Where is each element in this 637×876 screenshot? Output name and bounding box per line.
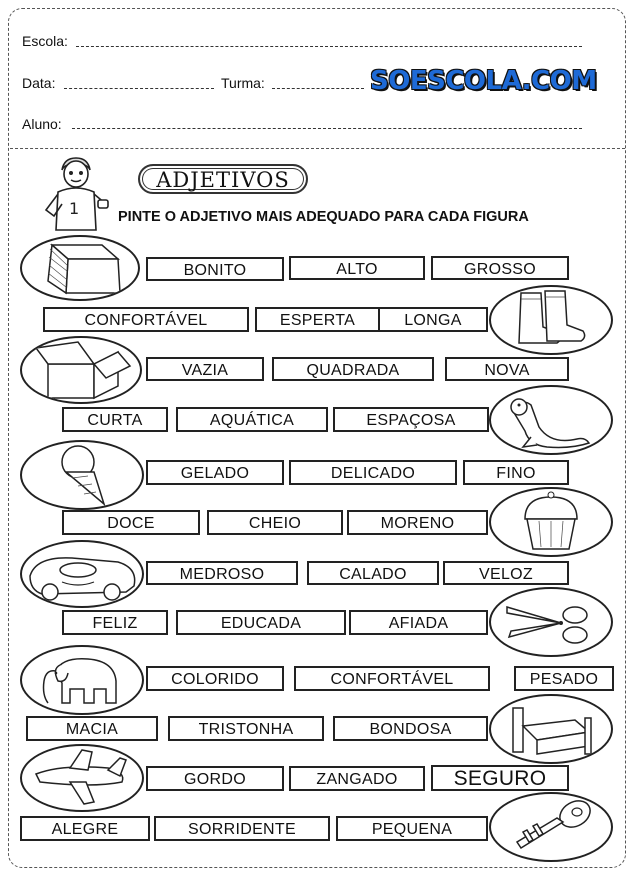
word-quadrada[interactable]: QUADRADA [272, 357, 434, 381]
word-bonito[interactable]: BONITO [146, 257, 284, 281]
word-doce[interactable]: DOCE [62, 510, 200, 535]
word-espacosa[interactable]: ESPAÇOSA [333, 407, 489, 432]
cupcake-icon [491, 489, 611, 555]
airplane-icon [22, 746, 142, 810]
boots-icon [491, 287, 611, 353]
aluno-field[interactable] [72, 128, 582, 129]
title-badge [138, 164, 308, 194]
race-car-icon [22, 542, 142, 606]
word-tristonha[interactable]: TRISTONHA [168, 716, 324, 741]
word-longa[interactable]: LONGA [378, 307, 488, 332]
word-bondosa[interactable]: BONDOSA [333, 716, 488, 741]
word-zangado[interactable]: ZANGADO [289, 766, 425, 791]
figure-race-car [20, 540, 144, 608]
data-label: Data: [22, 75, 56, 91]
bed-icon [491, 696, 611, 762]
figure-scissors [489, 587, 613, 657]
word-gordo[interactable]: GORDO [146, 766, 284, 791]
word-medroso[interactable]: MEDROSO [146, 561, 298, 585]
word-fino[interactable]: FINO [463, 460, 569, 485]
word-aquatica[interactable]: AQUÁTICA [176, 407, 328, 432]
cube-icon [22, 237, 138, 299]
word-macia[interactable]: MACIA [26, 716, 158, 741]
ice-cream-icon [22, 442, 142, 508]
word-nova[interactable]: NOVA [445, 357, 569, 381]
word-esperta[interactable]: ESPERTA [255, 307, 380, 332]
figure-cube [20, 235, 140, 301]
word-feliz[interactable]: FELIZ [62, 610, 168, 635]
figure-seal [489, 385, 613, 455]
data-field[interactable] [64, 88, 214, 89]
figure-elephant [20, 645, 144, 715]
page-title: ADJETIVOS [156, 168, 290, 192]
scissors-icon [491, 589, 611, 655]
word-pequena[interactable]: PEQUENA [336, 816, 488, 841]
boy-mascot-icon [36, 154, 116, 234]
word-veloz[interactable]: VELOZ [443, 561, 569, 585]
figure-airplane [20, 744, 144, 812]
word-seguro[interactable]: SEGURO [431, 765, 569, 791]
word-afiada[interactable]: AFIADA [349, 610, 488, 635]
word-moreno[interactable]: MORENO [347, 510, 488, 535]
word-alto[interactable]: ALTO [289, 256, 425, 280]
instruction-text: PINTE O ADJETIVO MAIS ADEQUADO PARA CADA FIGURA [118, 209, 529, 225]
key-icon [491, 794, 611, 860]
figure-key [489, 792, 613, 862]
figure-ice-cream [20, 440, 144, 510]
word-educada[interactable]: EDUCADA [176, 610, 346, 635]
figure-box [20, 336, 142, 404]
word-cheio[interactable]: CHEIO [207, 510, 343, 535]
escola-label: Escola: [22, 33, 68, 49]
elephant-icon [22, 647, 142, 713]
site-logo: SOESCOLA.COM [370, 66, 597, 96]
word-alegre[interactable]: ALEGRE [20, 816, 150, 841]
turma-field[interactable] [272, 88, 364, 89]
word-grosso[interactable]: GROSSO [431, 256, 569, 280]
turma-label: Turma: [221, 75, 265, 91]
word-gelado[interactable]: GELADO [146, 460, 284, 485]
box-icon [22, 338, 140, 402]
figure-cupcake [489, 487, 613, 557]
escola-field[interactable] [76, 46, 582, 47]
word-vazia[interactable]: VAZIA [146, 357, 264, 381]
seal-icon [491, 387, 611, 453]
word-pesado[interactable]: PESADO [514, 666, 614, 691]
word-delicado[interactable]: DELICADO [289, 460, 457, 485]
word-sorridente[interactable]: SORRIDENTE [154, 816, 330, 841]
header-divider [10, 148, 625, 149]
figure-bed [489, 694, 613, 764]
word-curta[interactable]: CURTA [62, 407, 168, 432]
svg-text:1: 1 [69, 199, 80, 218]
word-colorido[interactable]: COLORIDO [146, 666, 284, 691]
word-confortavel-1[interactable]: CONFORTÁVEL [43, 307, 249, 332]
figure-boots [489, 285, 613, 355]
aluno-label: Aluno: [22, 116, 62, 132]
word-confortavel-2[interactable]: CONFORTÁVEL [294, 666, 490, 691]
word-calado[interactable]: CALADO [307, 561, 439, 585]
